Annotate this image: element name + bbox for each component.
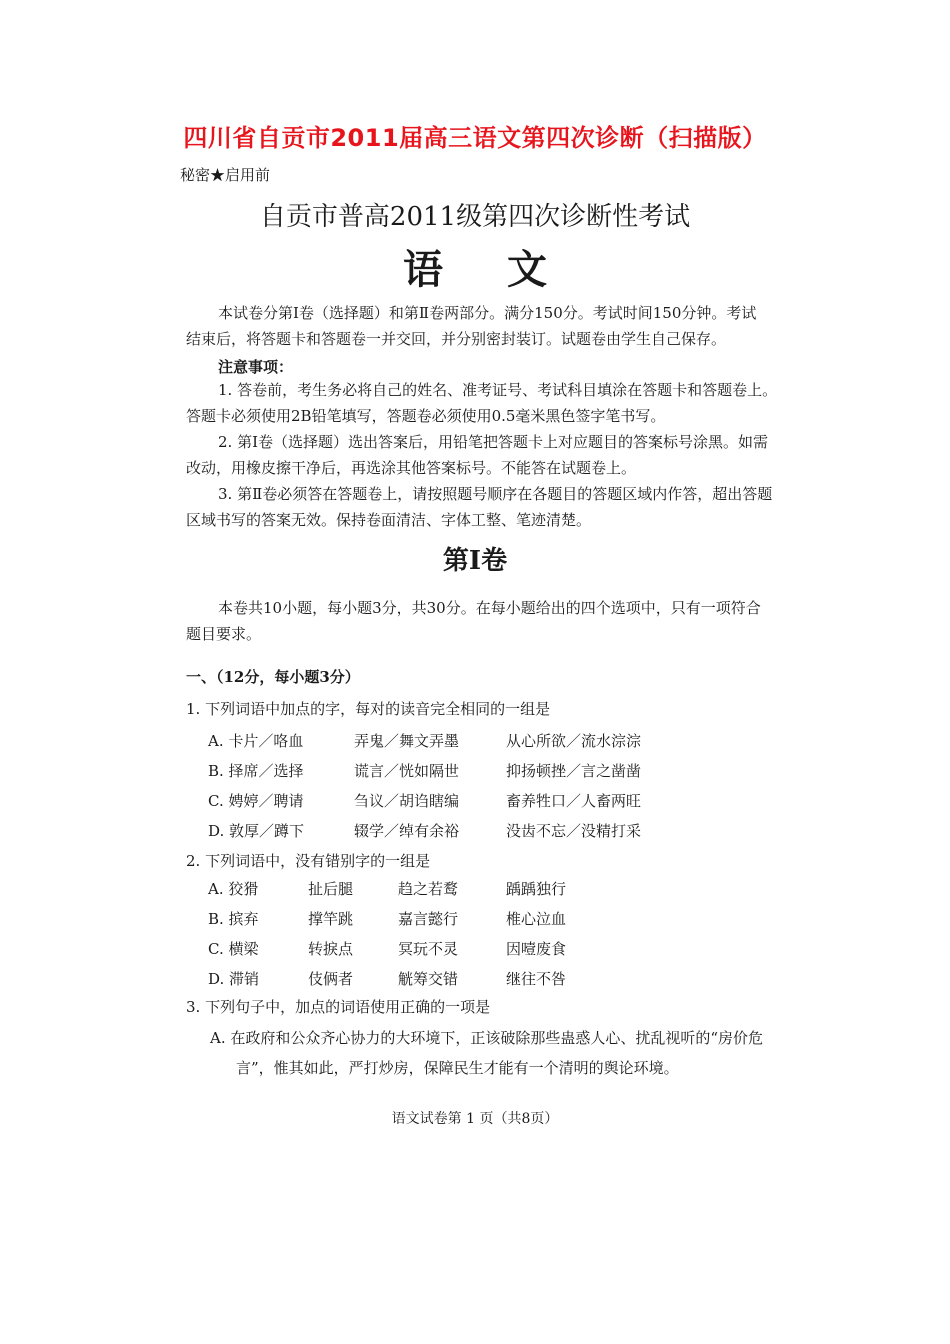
intro-line: 结束后，将答题卡和答题卷一并交回，并分别密封装订。试题卷由学生自己保存。 xyxy=(186,330,727,348)
option-cell: 撑竿跳 xyxy=(308,910,354,928)
option-cell: 辍学／绰有余裕 xyxy=(354,822,460,840)
option-cell: 冥玩不灵 xyxy=(398,940,459,958)
option-cell: 椎心泣血 xyxy=(506,910,567,928)
option-cell: 刍议／胡诌瞎编 xyxy=(354,792,460,810)
question-2-stem: 2. 下列词语中，没有错别字的一组是 xyxy=(186,852,431,870)
option-cell: 因噎废食 xyxy=(506,940,567,958)
notice-heading: 注意事项： xyxy=(218,358,294,376)
option-cell: 伎俩者 xyxy=(308,970,354,988)
option-cell: 扯后腿 xyxy=(308,880,354,898)
option-cell: 抑扬顿挫／言之凿凿 xyxy=(506,762,642,780)
intro-paragraph xyxy=(186,300,794,352)
document-title: 四川省自贡市2011届高三语文第四次诊断（扫描版） xyxy=(183,124,767,152)
option-cell: D. 敦厚／蹲下 xyxy=(208,822,305,840)
option-cell: C. 横梁 xyxy=(208,940,259,958)
option-cell: 弄鬼／舞文弄墨 xyxy=(354,732,460,750)
option-cell: 转捩点 xyxy=(308,940,354,958)
volume-desc-line: 题目要求。 xyxy=(186,625,262,643)
question-1-stem: 1. 下列词语中加点的字，每对的读音完全相同的一组是 xyxy=(186,700,551,718)
option-a-line: 言”，惟其如此，严打炒房，保障民生才能有一个清明的舆论环境。 xyxy=(236,1059,679,1077)
volume-description xyxy=(186,595,794,647)
section-heading: 一、（12分，每小题3分） xyxy=(186,668,360,686)
option-cell: 继往不咎 xyxy=(506,970,567,988)
option-cell: 踽踽独行 xyxy=(506,880,567,898)
page-footer: 语文试卷第 1 页（共8页） xyxy=(391,1111,559,1127)
option-cell: B. 择席／选择 xyxy=(208,762,304,780)
notice-line: 答题卡必须使用2B铅笔填写，答题卷必须使用0.5毫米黑色签字笔书写。 xyxy=(186,407,666,425)
intro-line: 本试卷分第Ⅰ卷（选择题）和第Ⅱ卷两部分。满分150分。考试时间150分钟。考试 xyxy=(218,304,757,322)
option-cell: 没齿不忘／没精打采 xyxy=(506,822,642,840)
subject-title: 语文 xyxy=(403,246,611,293)
option-cell: 从心所欲／流水淙淙 xyxy=(506,732,642,750)
option-cell: C. 娉婷／聘请 xyxy=(208,792,304,810)
option-a-line: A. 在政府和公众齐心协力的大环境下，正该破除那些蛊惑人心、扰乱视听的“房价危 xyxy=(210,1029,764,1047)
question-3-option-a xyxy=(210,1023,790,1083)
volume-title: 第Ⅰ卷 xyxy=(442,546,508,576)
option-cell: A. 狡猾 xyxy=(208,880,259,898)
option-cell: 趋之若鹜 xyxy=(398,880,459,898)
exam-title: 自贡市普高2011级第四次诊断性考试 xyxy=(259,202,691,232)
notice-list xyxy=(186,377,794,533)
option-cell: D. 滞销 xyxy=(208,970,260,988)
option-cell: 嘉言懿行 xyxy=(398,910,459,928)
option-cell: B. 摈弃 xyxy=(208,910,259,928)
notice-line: 1. 答卷前，考生务必将自己的姓名、准考证号、考试科目填涂在答题卡和答题卷上。 xyxy=(218,381,778,399)
notice-line: 3. 第Ⅱ卷必须答在答题卷上，请按照题号顺序在各题目的答题区域内作答，超出答题 xyxy=(218,485,773,503)
option-cell: A. 卡片／咯血 xyxy=(208,732,304,750)
notice-line: 改动，用橡皮擦干净后，再选涂其他答案标号。不能答在试题卷上。 xyxy=(186,459,637,477)
option-cell: 觥筹交错 xyxy=(398,970,459,988)
notice-line: 区域书写的答案无效。保持卷面清洁、字体工整、笔迹清楚。 xyxy=(186,511,592,529)
confidential-mark: 秘密★启用前 xyxy=(180,166,271,184)
option-cell: 畜养牲口／人畜两旺 xyxy=(506,792,642,810)
notice-line: 2. 第Ⅰ卷（选择题）选出答案后，用铅笔把答题卡上对应题目的答案标号涂黑。如需 xyxy=(218,433,769,451)
question-3-stem: 3. 下列句子中，加点的词语使用正确的一项是 xyxy=(186,998,491,1016)
volume-desc-line: 本卷共10小题，每小题3分，共30分。在每小题给出的四个选项中，只有一项符合 xyxy=(218,599,761,617)
option-cell: 谎言／恍如隔世 xyxy=(354,762,460,780)
